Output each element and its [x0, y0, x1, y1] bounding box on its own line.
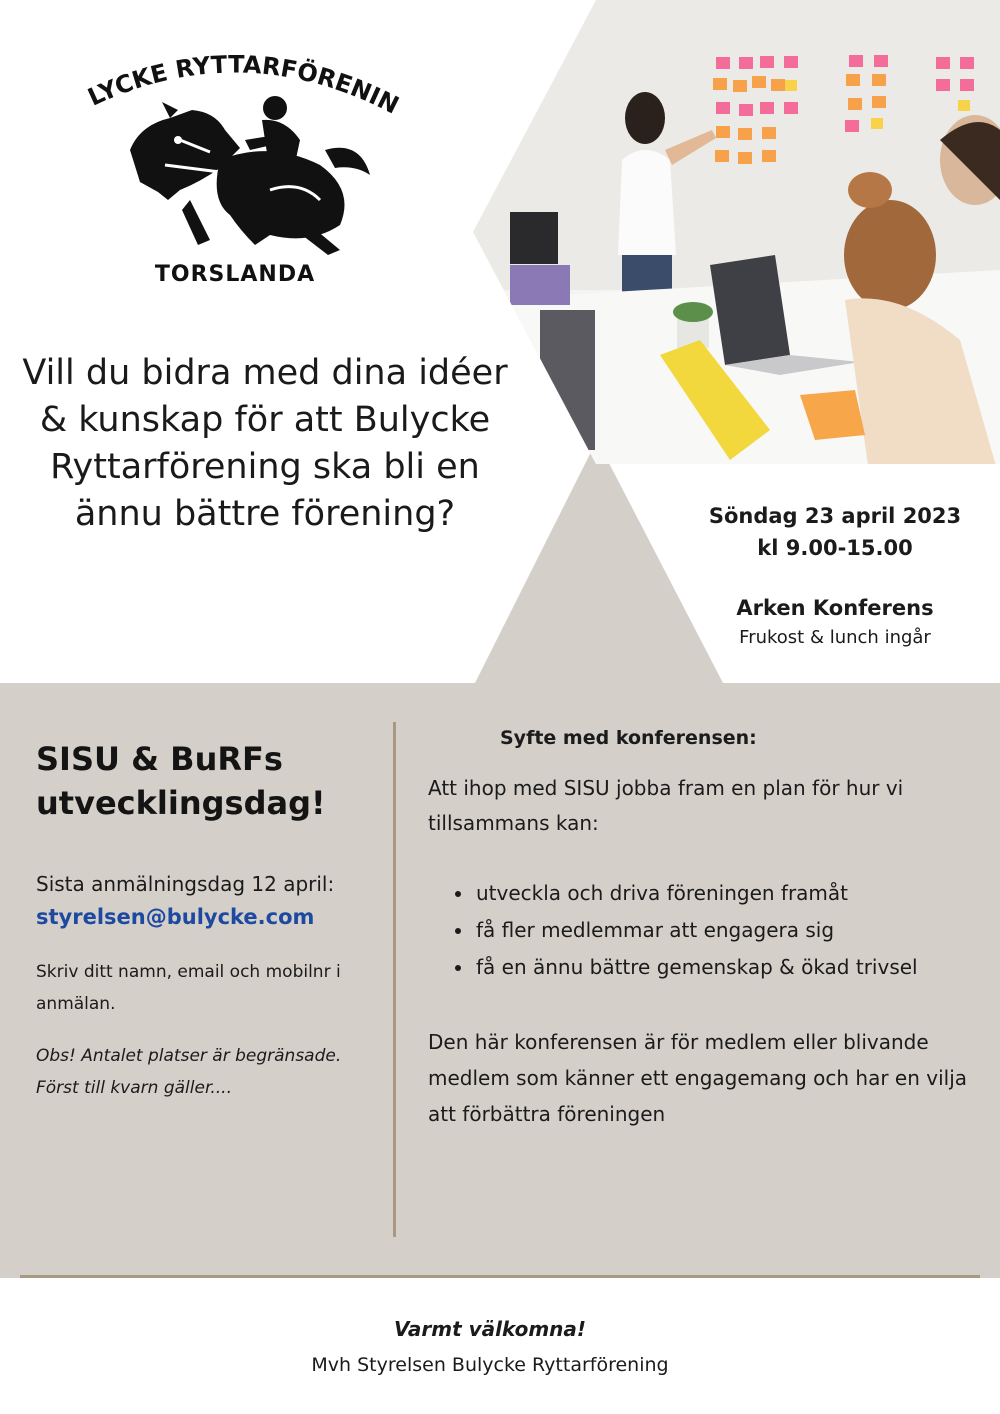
- registration-column: [36, 737, 386, 1104]
- event-time: kl 9.00-15.00: [757, 536, 913, 560]
- registration-instructions: Skriv ditt namn, email och mobilnr i anmälan.: [36, 962, 341, 1014]
- signature: Mvh Styrelsen Bulycke Ryttarförening: [311, 1354, 669, 1376]
- capacity-notice: Obs! Antalet platser är begränsade. Först till kvarn gäller....: [36, 1046, 342, 1098]
- registration-deadline: Sista anmälningsdag 12 april:: [36, 872, 335, 896]
- welcome-greeting: Varmt välkomna!: [393, 1317, 587, 1341]
- logo-arc-text: LYCKE RYTTARFÖRENI: [83, 50, 385, 112]
- venue-note: Frukost & lunch ingår: [739, 627, 931, 648]
- venue-name: Arken Konferens: [736, 596, 934, 620]
- list-item: • få fler medlemmar att engagera sig: [474, 912, 978, 949]
- event-date: Söndag 23 april 2023: [708, 504, 962, 528]
- registration-email-link[interactable]: styrelsen@bulycke.com: [36, 905, 315, 929]
- column-divider: [393, 722, 396, 1237]
- purpose-list: [428, 875, 978, 986]
- club-logo: [70, 40, 400, 300]
- event-title: SISU & BuRFs utvecklingsdag!: [36, 740, 326, 822]
- list-item: • utveckla och driva föreningen framåt: [474, 875, 978, 912]
- footer-divider: [20, 1275, 980, 1278]
- logo-location-text: TORSLANDA: [154, 262, 316, 287]
- purpose-intro: Att ihop med SISU jobba fram en plan för hur vi tillsammans kan:: [428, 776, 904, 835]
- horse-rider-emblem: [70, 40, 400, 260]
- purpose-heading: Syfte med konferensen:: [500, 727, 757, 749]
- audience-description: Den här konferensen är för medlem eller blivande medlem som känner ett engagemang och har en vilja att förbättra föreningen: [428, 1030, 968, 1126]
- event-datetime: [670, 500, 1000, 564]
- purpose-column: [428, 722, 978, 1132]
- event-venue: [700, 592, 970, 652]
- list-item: • få en ännu bättre gemenskap & ökad trivsel: [474, 949, 978, 986]
- main-headline: Vill du bidra med dina idéer & kunskap för att Bulycke Ryttarförening ska bli en ännu bättre förening?: [22, 353, 508, 534]
